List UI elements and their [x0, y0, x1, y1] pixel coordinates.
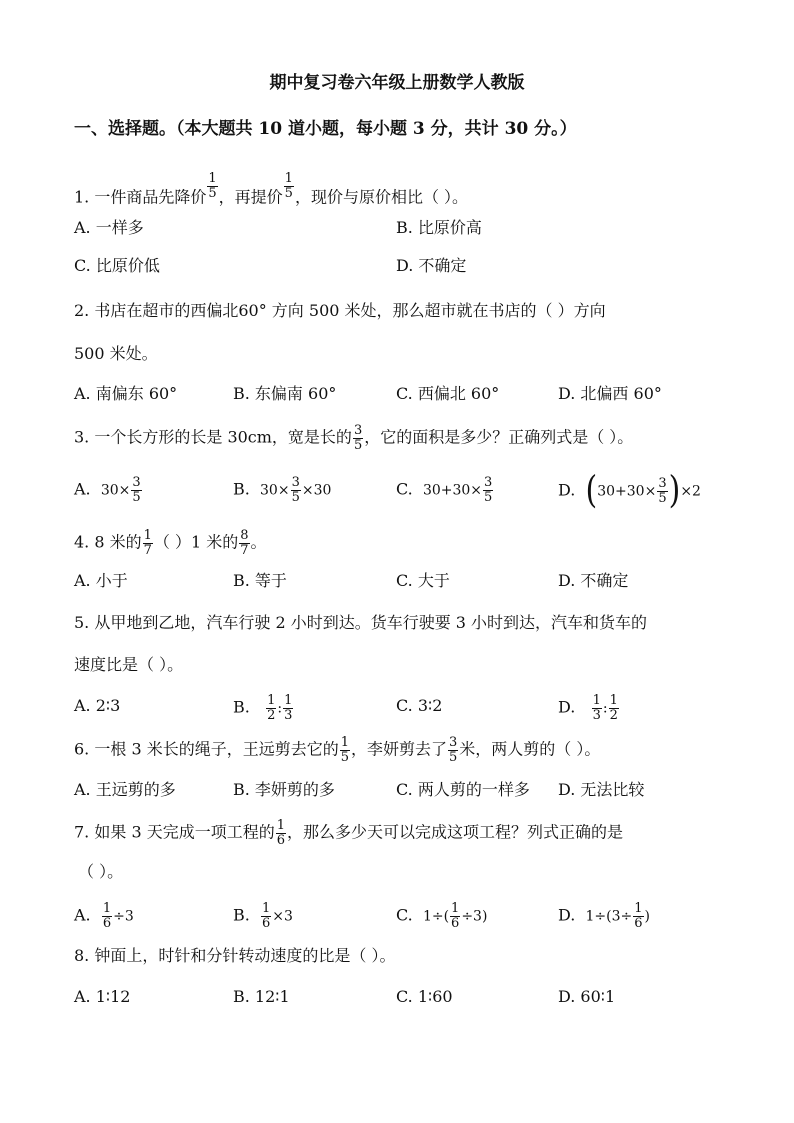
- q5-option-a[interactable]: A. 2∶3: [74, 696, 121, 715]
- fraction: $\frac{1}{3}$: [284, 693, 293, 723]
- q8-option-b[interactable]: B. 12∶1: [233, 987, 290, 1006]
- option-label: D.: [558, 697, 576, 717]
- q6-option-a[interactable]: A. 王远剪的多: [74, 780, 176, 799]
- q6-suffix: 米，两人剪的（ ）。: [459, 739, 601, 759]
- expression: ×3: [272, 908, 293, 925]
- fraction: $\frac{3}{5}$: [449, 735, 458, 765]
- option-label: B.: [233, 697, 250, 717]
- q1-option-c[interactable]: C. 比原价低: [74, 256, 160, 275]
- question-8: 8. 钟面上，时针和分针转动速度的比是（ ）。: [74, 946, 396, 965]
- fraction: $\frac{1}{6}$: [634, 901, 643, 931]
- page-title: 期中复习卷六年级上册数学人教版: [269, 73, 525, 93]
- q3-option-a[interactable]: [74, 476, 143, 504]
- q2-option-d[interactable]: D. 北偏西 60°: [558, 384, 662, 403]
- q7-option-b[interactable]: [233, 902, 293, 930]
- fraction: $\frac{1}{5}$: [340, 735, 349, 765]
- fraction: $\frac{3}{5}$: [132, 475, 141, 505]
- question-1: [74, 172, 468, 210]
- q2-option-c[interactable]: C. 西偏北 60°: [396, 384, 500, 403]
- q7-option-a[interactable]: [74, 902, 134, 930]
- q4-prefix: 4. 8 米的: [74, 532, 142, 552]
- question-7: [74, 819, 623, 847]
- expression: ÷3: [113, 908, 134, 925]
- fraction: $\frac{1}{3}$: [592, 693, 601, 723]
- question-5-line-2: 速度比是（ ）。: [74, 655, 184, 674]
- q8-option-a[interactable]: A. 1∶12: [74, 987, 131, 1006]
- option-label: D.: [558, 480, 576, 500]
- expression: 30×: [100, 482, 131, 499]
- right-paren: ): [668, 468, 681, 513]
- q1-option-b[interactable]: B. 比原价高: [396, 218, 482, 237]
- q6-option-d[interactable]: D. 无法比较: [558, 780, 645, 799]
- fraction: $\frac{1}{6}$: [102, 901, 112, 931]
- q6-option-c[interactable]: C. 两人剪的一样多: [396, 780, 530, 799]
- fraction: $\frac{1}{5}$: [208, 171, 217, 201]
- q1-suffix: ，现价与原价相比（ ）。: [294, 187, 469, 207]
- option-label: C.: [396, 905, 413, 925]
- q1-option-a[interactable]: A. 一样多: [74, 218, 144, 237]
- q1-prefix: 1. 一件商品先降价: [74, 187, 207, 207]
- question-7-line-2: （ ）。: [78, 862, 124, 881]
- expression: 30+30×: [597, 483, 657, 500]
- q7-suffix: ，那么多少天可以完成这项工程？列式正确的是: [287, 822, 624, 842]
- expression: ): [644, 908, 651, 925]
- left-paren: (: [585, 468, 598, 513]
- option-label: D.: [558, 905, 576, 925]
- q4-option-c[interactable]: C. 大于: [396, 571, 450, 590]
- q3-option-c[interactable]: [396, 476, 494, 504]
- q5-option-c[interactable]: C. 3∶2: [396, 696, 443, 715]
- q3-prefix: 3. 一个长方形的长是 30cm，宽是长的: [74, 427, 352, 447]
- q3-suffix: ，它的面积是多少？正确列式是（ ）。: [364, 427, 634, 447]
- fraction: $\frac{1}{5}$: [284, 171, 293, 201]
- q4-mid: （ ）1 米的: [153, 532, 239, 552]
- q7-prefix: 7. 如果 3 天完成一项工程的: [74, 822, 275, 842]
- question-4: [74, 529, 267, 557]
- q4-option-b[interactable]: B. 等于: [233, 571, 287, 590]
- fraction: $\frac{3}{5}$: [484, 475, 493, 505]
- q6-prefix: 6. 一根 3 米长的绳子，王远剪去它的: [74, 739, 339, 759]
- question-3: [74, 424, 633, 452]
- fraction: $\frac{1}{6}$: [262, 901, 271, 931]
- q2-option-a[interactable]: A. 南偏东 60°: [74, 384, 178, 403]
- question-2-line-2: 500 米处。: [74, 344, 158, 363]
- fraction: $\frac{1}{2}$: [267, 693, 276, 723]
- q7-option-d[interactable]: [558, 902, 650, 930]
- expression: 30+30×: [422, 482, 483, 499]
- fraction: $\frac{3}{5}$: [291, 475, 300, 505]
- ratio-colon: :: [277, 700, 283, 717]
- expression: ÷3): [461, 908, 488, 925]
- option-label: C.: [396, 479, 413, 499]
- fraction: $\frac{3}{5}$: [353, 423, 363, 453]
- section-heading: 一、选择题。（本大题共 10 道小题，每小题 3 分，共计 30 分。）: [74, 119, 577, 139]
- fraction: $\frac{3}{5}$: [658, 475, 667, 506]
- expression: 1÷(3÷: [585, 908, 633, 925]
- q8-option-d[interactable]: D. 60∶1: [558, 987, 616, 1006]
- question-6: [74, 736, 600, 764]
- question-2-line-1: 2. 书店在超市的西偏北60° 方向 500 米处，那么超市就在书店的（ ）方向: [74, 301, 606, 320]
- q8-option-c[interactable]: C. 1∶60: [396, 987, 453, 1006]
- q6-mid: ，李妍剪去了: [351, 739, 448, 759]
- option-label: B.: [233, 479, 250, 499]
- q3-option-d[interactable]: [558, 468, 701, 513]
- fraction: $\frac{1}{2}$: [609, 693, 618, 723]
- expression: 1÷(: [422, 908, 450, 925]
- option-label: B.: [233, 905, 250, 925]
- q5-option-b[interactable]: [233, 694, 294, 722]
- fraction: $\frac{8}{7}$: [240, 528, 249, 558]
- expression: ×2: [680, 483, 701, 500]
- fraction: $\frac{1}{6}$: [451, 901, 460, 931]
- q3-option-b[interactable]: [233, 476, 331, 504]
- q2-option-b[interactable]: B. 东偏南 60°: [233, 384, 337, 403]
- q1-mid: ，再提价: [218, 187, 283, 207]
- q1-option-d[interactable]: D. 不确定: [396, 256, 467, 275]
- ratio-colon: :: [602, 700, 608, 717]
- expression: 30×: [260, 482, 290, 499]
- option-label: A.: [74, 479, 91, 499]
- fraction: $\frac{1}{6}$: [276, 818, 285, 848]
- q4-option-a[interactable]: A. 小于: [74, 571, 128, 590]
- q7-option-c[interactable]: [396, 902, 487, 930]
- expression: ×30: [301, 482, 332, 499]
- q5-option-d[interactable]: [558, 694, 620, 722]
- q4-suffix: 。: [250, 532, 267, 552]
- q6-option-b[interactable]: B. 李妍剪的多: [233, 780, 335, 799]
- q4-option-d[interactable]: D. 不确定: [558, 571, 629, 590]
- fraction: $\frac{1}{7}$: [143, 528, 152, 558]
- option-label: A.: [74, 905, 91, 925]
- question-5-line-1: 5. 从甲地到乙地，汽车行驶 2 小时到达。货车行驶要 3 小时到达，汽车和货车的: [74, 613, 648, 632]
